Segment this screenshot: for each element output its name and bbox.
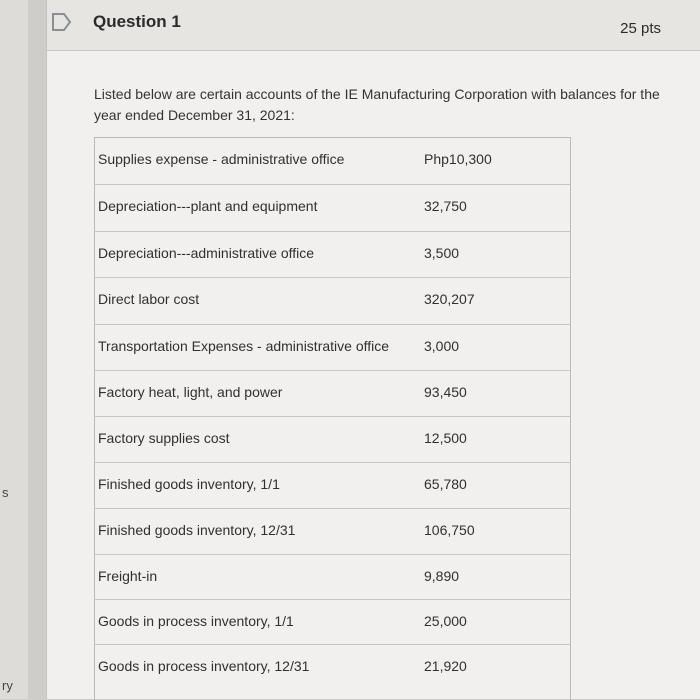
account-value: 3,500 [424,245,460,261]
question-title: Question 1 [93,12,181,31]
account-value: 25,000 [424,613,467,629]
account-value: 9,890 [424,568,460,584]
account-label: Direct labor cost [98,291,200,307]
account-label: Factory heat, light, and power [98,384,283,400]
table-row [95,370,570,417]
question-header [47,0,700,51]
table-row [95,184,570,231]
account-label: Supplies expense - administrative office [98,151,345,167]
table-row [95,324,570,371]
table-row [95,462,570,509]
account-label: Factory supplies cost [98,430,230,446]
accounts-table [94,137,571,700]
account-label: Goods in process inventory, 1/1 [98,613,294,629]
account-label: Transportation Expenses - administrative office [98,338,390,354]
account-value: 21,920 [424,658,467,674]
table-row [95,599,570,646]
account-label: Depreciation---administrative office [98,245,315,261]
account-label: Goods in process inventory, 12/31 [98,658,310,674]
table-row [95,138,570,184]
question-points: 25 pts [620,20,661,37]
account-value: 320,207 [424,291,475,307]
account-value: 106,750 [424,522,475,538]
account-label: Finished goods inventory, 12/31 [98,522,296,538]
edge-text: s [2,485,9,500]
question-intro-text: Listed below are certain accounts of the IE Manufacturing Corporation with balances for the year ended December 31, 2021: [94,86,660,123]
table-row [95,416,570,463]
account-value: Php10,300 [424,151,492,167]
account-label: Freight-in [98,568,158,584]
account-value: 12,500 [424,430,467,446]
table-row [95,644,570,691]
table-row [95,554,570,601]
table-row [95,231,570,278]
question-card [46,0,700,699]
bookmark-flag-icon[interactable] [51,12,73,32]
account-value: 32,750 [424,198,467,214]
account-label: Finished goods inventory, 1/1 [98,476,280,492]
account-value: 65,780 [424,476,467,492]
background-window-edge [0,0,28,699]
edge-text: ry [2,678,13,693]
account-value: 3,000 [424,338,460,354]
table-row [95,508,570,555]
account-label: Depreciation---plant and equipment [98,198,318,214]
table-row [95,277,570,324]
account-value: 93,450 [424,384,467,400]
